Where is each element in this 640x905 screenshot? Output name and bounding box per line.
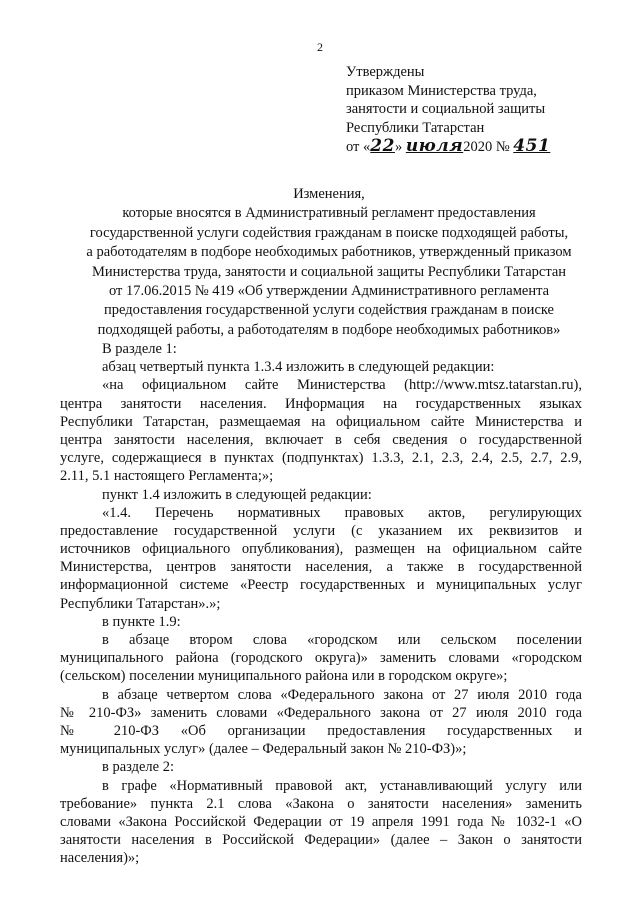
body-line: «1.4. Перечень нормативных правовых актов, регулирующих (102, 504, 582, 521)
body-line: абзац четвертый пункта 1.3.4 изложить в следующей редакции: (102, 359, 495, 376)
body-line: центра занятости населения. Информация на государственных языках (60, 395, 582, 412)
approval-line-3: занятости и социальной защиты (346, 101, 546, 117)
document-body (60, 340, 582, 867)
page-number: 2 (317, 40, 323, 54)
date-month-handwritten: июля (405, 136, 464, 156)
body-line: В разделе 1: (102, 341, 177, 357)
body-line: занятости населения в Российской Федерации» (далее – Закон о занятости (60, 832, 582, 849)
document-title (60, 185, 598, 340)
title-line: подходящей работы, а работодателям в подборе необходимых работников» (97, 321, 561, 338)
date-mid: » (394, 139, 403, 155)
body-line: услуге, содержащиеся в пунктах (подпунктах) 1.3.3, 2.1, 2.3, 2.4, 2.5, 2.7, 2.9, (60, 450, 582, 467)
approval-line-2: приказом Министерства труда, (346, 82, 537, 99)
date-prefix: от « (346, 139, 371, 155)
body-line: центра занятости населения, включает в себя сведения о государственной (60, 431, 582, 448)
order-number-handwritten: 451 (513, 136, 551, 156)
title-line: а работодателям в подборе необходимых работников, утвержденный приказом (86, 244, 572, 261)
body-line: № 210-ФЗ «Об организации предоставления государственных и (60, 722, 582, 739)
body-line: информационной системе «Реестр государственных и муниципальных услуг (60, 577, 582, 594)
body-line: предоставление государственной услуги (с указанием их реквизитов и (60, 522, 582, 539)
body-line: муниципальных услуг» (далее – Федеральный закон № 210-ФЗ)»; (60, 741, 467, 758)
body-line: источников официального опубликования), размещен на официальном сайте (60, 541, 582, 558)
body-line: словами «Закона Российской Федерации от 19 апреля 1991 года № 1032-1 «О (60, 813, 582, 830)
body-line: (сельском) поселении муниципального района или в городском округе»; (60, 668, 508, 685)
body-line: Республики Татарстан».»; (60, 595, 221, 612)
date-year: 2020 № (463, 139, 510, 155)
approval-block (346, 63, 626, 157)
body-line: в абзаце четвертом слова «Федерального закона от 27 июля 2010 года (102, 686, 582, 703)
title-line: которые вносятся в Административный регламент предоставления (122, 205, 536, 222)
body-line: Министерства, центров занятости населения, а также в государственной (60, 559, 582, 576)
title-heading: Изменения, (293, 186, 365, 202)
body-line: «на официальном сайте Министерства (http://www.mtsz.tatarstan.ru), (102, 377, 582, 394)
body-line: Республики Татарстан, размещаемая на официальном сайте Министерства и (60, 413, 582, 430)
body-line: пункт 1.4 изложить в следующей редакции: (102, 486, 372, 503)
body-line: в абзаце втором слова «городском или сельском поселении (102, 632, 582, 648)
body-line: муниципального района (городского округа)» заменить словами «городском (60, 650, 582, 667)
body-line: в графе «Нормативный правовой акт, устанавливающий услугу или (102, 777, 582, 794)
body-line: в пункте 1.9: (102, 613, 181, 630)
body-line: населения)»; (60, 850, 140, 867)
body-line: в разделе 2: (102, 759, 175, 776)
approval-line-4: Республики Татарстан (346, 119, 485, 136)
title-line: от 17.06.2015 № 419 «Об утверждении Административного регламента (108, 283, 550, 300)
date-day-handwritten: 22 (370, 136, 395, 156)
body-line: № 210-ФЗ» заменить словами «Федерального закона от 27 июля 2010 года (60, 704, 582, 721)
approval-date-line (346, 137, 626, 157)
body-line: требование» пункта 2.1 слова «Закона о занятости населения» заменить (60, 795, 582, 812)
body-line: 2.11, 5.1 настоящего Регламента;»; (60, 468, 274, 485)
approval-line-1: Утверждены (346, 64, 425, 80)
title-line: предоставления государственной услуги содействия гражданам в поиске (103, 302, 554, 319)
title-line: государственной услуги содействия гражданам в поиске подходящей работы, (89, 224, 569, 241)
title-line: Министерства труда, занятости и социальной защиты Республики Татарстан (91, 263, 567, 280)
